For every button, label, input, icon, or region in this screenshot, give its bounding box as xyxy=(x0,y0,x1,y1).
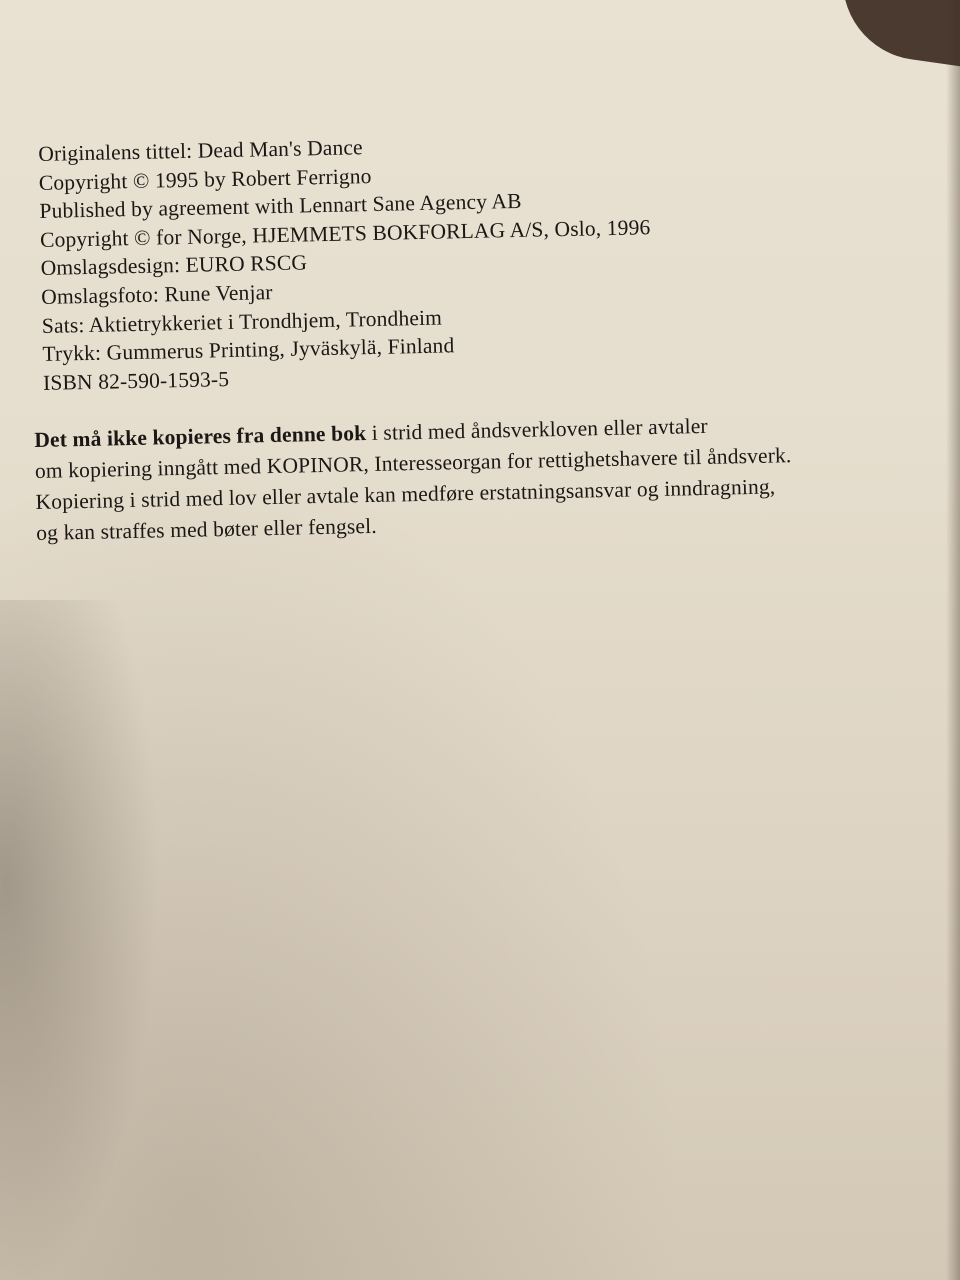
page-edge-shadow xyxy=(946,0,960,1280)
notice-line-4: og kan straffes med bøter eller fengsel. xyxy=(36,513,377,545)
copyright-notice xyxy=(34,406,956,549)
imprint-printing: Trykk: Gummerus Printing, Jyväskylä, Finland xyxy=(42,333,455,367)
notice-bold-lead: Det må ikke kopieres fra denne bok xyxy=(34,421,367,452)
imprint-typesetting: Sats: Aktietrykkeriet i Trondhjem, Trondheim xyxy=(41,305,443,338)
notice-line-3: Kopiering i strid med lov eller avtale kan medføre erstatningsansvar og inndragning, xyxy=(35,474,776,514)
imprint-cover-photo: Omslagsfoto: Rune Venjar xyxy=(41,280,273,309)
notice-line-1-rest: i strid med åndsverkloven eller avtaler xyxy=(365,413,708,446)
imprint-isbn: ISBN 82-590-1593-5 xyxy=(42,366,230,395)
imprint-cover-design: Omslagsdesign: EURO RSCG xyxy=(40,250,308,281)
imprint-agreement: Published by agreement with Lennart Sane Agency AB xyxy=(39,189,522,224)
book-corner xyxy=(832,0,960,71)
notice-line-2: om kopiering inngått med KOPINOR, Interesseorgan for rettighetshavere til åndsverk. xyxy=(34,443,792,483)
imprint-copyright-norway: Copyright © for Norge, HJEMMETS BOKFORLAG A/S, Oslo, 1996 xyxy=(39,214,651,252)
page-shadow xyxy=(0,600,160,1280)
imprint-original-title: Originalens tittel: Dead Man's Dance xyxy=(38,135,363,166)
imprint-block xyxy=(38,122,923,398)
imprint-copyright-author: Copyright © 1995 by Robert Ferrigno xyxy=(38,163,372,195)
